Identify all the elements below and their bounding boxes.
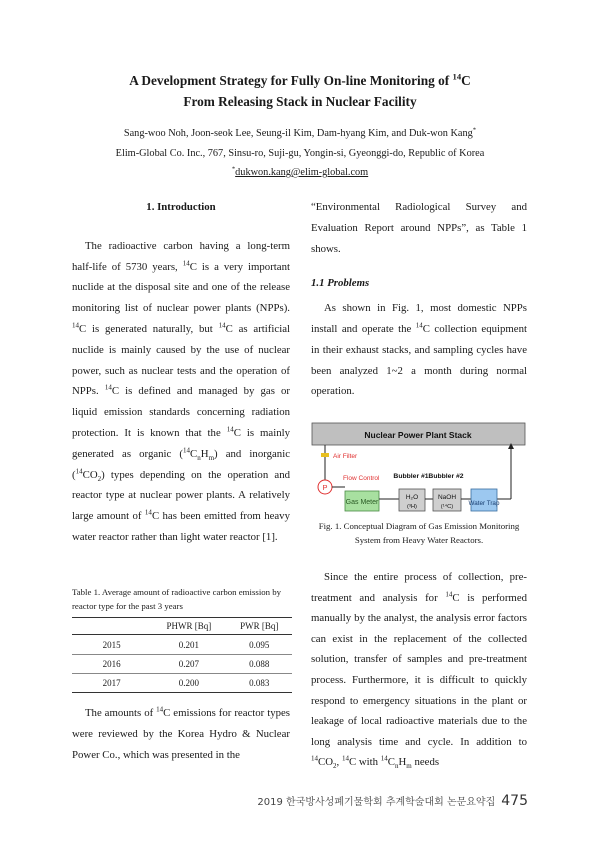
bubbler2-label: Bubbler #2 [428, 473, 464, 480]
table-cell: 0.095 [227, 635, 292, 655]
author-email-link[interactable]: dukwon.kang@elim-global.com [235, 167, 369, 178]
table-row [72, 655, 292, 674]
bubbler1-label: Bubbler #1 [393, 473, 429, 480]
author-block [60, 124, 540, 183]
table-header-cell: PHWR [Bq] [151, 618, 226, 635]
stack-label: Nuclear Power Plant Stack [364, 430, 472, 440]
right-column [311, 197, 527, 402]
page-footer [257, 793, 528, 809]
table-header-cell [72, 618, 151, 635]
section-heading-introduction: 1. Introduction [146, 201, 216, 213]
emission-table [72, 617, 292, 693]
table-cell: 2016 [72, 655, 151, 674]
table-row [72, 635, 292, 655]
table-row [72, 674, 292, 693]
table-cell: 0.207 [151, 655, 226, 674]
analysis-paragraph: Since the entire process of collection, pre-treatment and analysis for $^{14}$C is performed manually by the analyst, the analysis error factors can exist in the replacement of the collected solution, transfer of samples and pre-treatment process. Furthermore, it is difficult to quickly respond to emergency situations in the plant or leakage of local radioactive materials due to the long analysis time and cycle. In addition to $^{14}CO_2$, $^{14}$C with $^{14}C_nH_m$ needs [311, 571, 528, 771]
air-filter-label: Air Filter [333, 453, 358, 460]
pump-label: P [322, 483, 328, 492]
table-cell: 0.201 [151, 635, 226, 655]
paper-title [60, 70, 540, 112]
h2o-label: H₂O [405, 494, 419, 501]
affiliation: Elim-Global Co. Inc., 767, Sinsu-ro, Suji-gu, Yongin-si, Gyeonggi-do, Republic of Korea [115, 147, 485, 159]
table-cell: 0.088 [227, 655, 292, 674]
monitoring-system-diagram [311, 419, 527, 519]
table-header-cell: PWR [Bq] [227, 618, 292, 635]
figure-diagram [311, 419, 527, 519]
left-column [72, 197, 290, 548]
figure-caption: Fig. 1. Conceptual Diagram of Gas Emission Monitoring System from Heavy Water Reactors. [318, 521, 520, 545]
author-names: Sang-woo Noh, Joon-seok Lee, Seung-il Kim, Dam-hyang Kim, and Duk-won Kang [123, 128, 473, 139]
footer-proceedings-title: 2019 한국방사성폐기물학회 추계학술대회 논문요약집 [257, 797, 496, 808]
gas-meter-label: Gas Meter [345, 499, 379, 506]
table-cell: 2015 [72, 635, 151, 655]
title-superscript: 14 [452, 71, 462, 82]
title-line2: From Releasing Stack in Nuclear Facility [183, 94, 417, 109]
table-header-row [72, 618, 292, 635]
water-trap-label: Water Trap [468, 500, 500, 507]
table-caption: Table 1. Average amount of radioactive carbon emission by reactor type for the past 3 years [72, 587, 282, 611]
table-cell: 0.200 [178, 678, 200, 688]
title-line1-end: C [461, 73, 471, 88]
amounts-paragraph: The amounts of $^{14}$C emissions for reactor types were reviewed by the Korea Hydro & Nuclear Power Co., which was presented in the [72, 705, 291, 761]
table-cell: 0.083 [249, 678, 270, 688]
h2o-sub-label: (³H) [407, 504, 417, 510]
title-line1: A Development Strategy for Fully On-line Monitoring of [129, 73, 453, 88]
flow-control-label [343, 475, 380, 482]
subsection-heading-problems: 1.1 Problems [311, 277, 370, 290]
naoh-sub-label: (¹⁴C) [440, 504, 454, 510]
page-number: 475 [501, 793, 528, 809]
continued-paragraph: “Environmental Radiological Survey and Evaluation Report around NPPs”, as Table 1 shows. [311, 201, 527, 255]
naoh-label: NaOH [437, 494, 457, 501]
air-filter-icon [321, 453, 329, 457]
intro-paragraph: The radioactive carbon having a long-term half-life of 5730 years, $^{14}$C is a very important nuclide at the disposal site and one of the release monitoring list of nuclear power plants (NPPs). $^{14}$C is generated naturally, but $^{14}$C as artificial nuclide is mainly caused by the use of nuclear power, such as nuclear tests and the operation of NPPs. $^{14}$C is defined and managed by gas or liquid emission standards concerning radiation protection. It is known that the $^{14}$C is mainly generated as organic $(^{14}C_nH_m)$ and inorganic $(^{14}CO_2)$ types depending on the operation and reactor type at nuclear power plants. A relatively large amount of $^{14}$C has been emitted from heavy water reactor rather than light water reactor [1]. [72, 239, 291, 543]
problems-paragraph: As shown in Fig. 1, most domestic NPPs install and operate the $^{14}$C collection equipment in their exhaust stacks, and sampling cycles have been analyzed 1~2 a month during normal operation. [311, 302, 527, 398]
email-asterisk: * [231, 165, 236, 173]
flow-control-text: Flow Control [343, 475, 380, 482]
author-asterisk: * [472, 126, 477, 134]
table-cell: 2017 [102, 678, 121, 688]
